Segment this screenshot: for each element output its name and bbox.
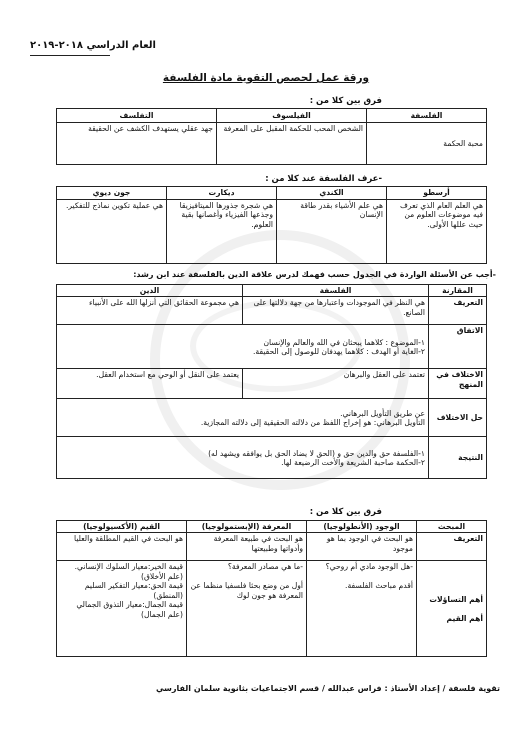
table3-caption: -أجب عن الأسئلة الواردة في الجدول حسب فهمك لدرس علاقة الدين بالفلسفة عند ابن رشد: — [133, 270, 496, 279]
header-cell: الفلسفة — [243, 285, 429, 297]
header-cell: جون ديوي — [57, 187, 167, 200]
table1-caption: فرق بين كلا من : — [309, 96, 382, 106]
page-title: ورقة عمل لحصص التقوية مادة الفلسفة — [162, 72, 370, 84]
header-cell: التفلسف — [57, 109, 217, 123]
table-religion-philosophy — [56, 284, 487, 479]
header-cell: الفيلسوف — [217, 109, 367, 123]
table-cell: تعتمد على العقل والبرهان — [243, 369, 429, 399]
table-cell: -هل الوجود مادي أم روحي؟ أقدم مباحث الفلسفة. — [307, 561, 417, 657]
table-philosophy-definitions — [56, 186, 487, 264]
table-cell: يعتمد على النقل أو الوحي مع استخدام العقل. — [57, 369, 243, 399]
table-cell-merged: عن طريق التأويل البرهاني. التأويل البرهاني: هو إخراج اللفظ من دلالته الحقيقية إلى دلالته المجازية. — [57, 399, 429, 437]
table-definitions — [56, 108, 487, 165]
table-cell: هو البحث في الوجود بما هو موجود — [307, 533, 417, 561]
header-cell: المقارنة — [429, 285, 487, 297]
table-cell: هي النظر في الموجودات واعتبارها من جهة دلالتها على الصانع. — [243, 297, 429, 325]
header-cell: أرسطو — [387, 187, 487, 200]
table-cell: هي عملية تكوين نماذج للتفكير. — [57, 200, 167, 264]
table-cell: قيمة الخير:معيار السلوك الإنساني. (علم الأخلاق) قيمة الحق:معيار التفكير السليم (المنطق) قيمة الجمال:معيار التذوق الجمالي (علم الجمال) — [57, 561, 187, 657]
table2-caption: -عرف الفلسفة عند كلا من : — [265, 174, 382, 184]
table4-caption: فرق بين كلا من : — [309, 507, 382, 517]
table-cell-merged: ١-الموضوع : كلاهما يبحثان في الله والعالم والإنسان ٢-الغاية أو الهدف : كلاهما يهدفان للوصول إلى الحقيقة. — [57, 325, 429, 369]
header-cell: المبحث — [417, 521, 487, 533]
row-label: التعريف — [429, 297, 487, 325]
row-label: الاختلاف في المنهج — [429, 369, 487, 399]
row-label: أهم التساؤلات أهم القيم — [417, 561, 487, 657]
row-label: التعريف — [417, 533, 487, 561]
header-cell: الفلسفة — [367, 109, 487, 123]
academic-year: العام الدراسي ٢٠١٨-٢٠١٩ — [30, 40, 156, 51]
header-cell: المعرفة (الإبستمولوجيا) — [187, 521, 307, 533]
table-cell: الشخص المحب للحكمة المقبل على المعرفة — [217, 123, 367, 165]
header-cell: الدين — [57, 285, 243, 297]
row-label: حل الاختلاف — [429, 399, 487, 437]
table-cell: هي العلم العام الذي تعرف فيه موضوعات العلوم من حيث عللها الأولى. — [387, 200, 487, 264]
table-cell: -ما هي مصادر المعرفة؟ أول من وضع بحثا فلسفيا منظما عن المعرفة هو جون لوك — [187, 561, 307, 657]
table-cell: هي شجرة جذورها الميتافيزيقا وجذعها الفيزياء وأغصانها بقية العلوم. — [167, 200, 277, 264]
header-cell: ديكارت — [167, 187, 277, 200]
table-cell: هي علم الأشياء بقدر طاقة الإنسان — [277, 200, 387, 264]
table-cell: محبة الحكمة — [367, 123, 487, 165]
header-cell: الوجود (الأنطولوجيا) — [307, 521, 417, 533]
table-philosophy-topics — [56, 520, 487, 657]
year-underline — [30, 55, 110, 56]
table-cell: هو البحث في طبيعة المعرفة وأدواتها وطبيعتها — [187, 533, 307, 561]
row-label: النتيجة — [429, 437, 487, 479]
footer-credit: تقوية فلسفة / إعداد الأستاذ : فراس عبدالله / قسم الاجتماعيات بثانوية سلمان الفارسي — [155, 684, 500, 693]
table-cell: جهد عقلي يستهدف الكشف عن الحقيقة — [57, 123, 217, 165]
row-label: الاتفاق — [429, 325, 487, 369]
table-cell: هي مجموعة الحقائق التي أنزلها الله على الأنبياء — [57, 297, 243, 325]
table-cell: هو البحث في القيم المطلقة والعليا — [57, 533, 187, 561]
header-cell: القيم (الأكسيولوجيا) — [57, 521, 187, 533]
header-cell: الكندي — [277, 187, 387, 200]
table-cell-merged: ١-الفلسفة حق والدين حق و (الحق لا يضاد الحق بل يوافقه ويشهد له) ٢-الحكمة صاحبة الشريعة والأخت الرضيعة لها. — [57, 437, 429, 479]
